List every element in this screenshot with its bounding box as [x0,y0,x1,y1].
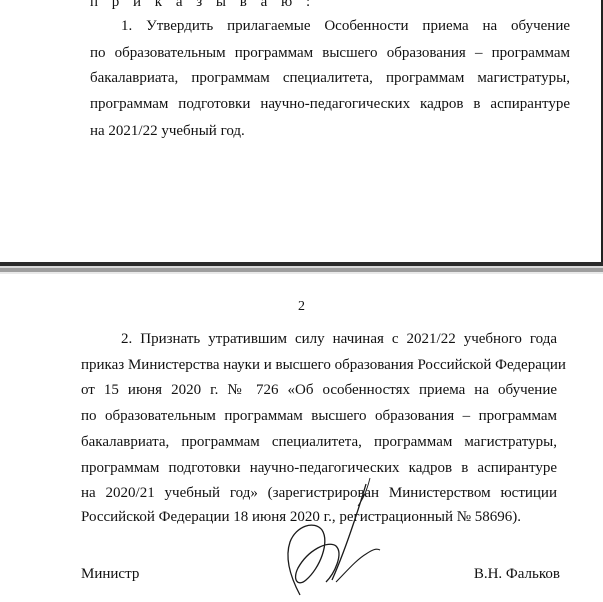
item-1-line-4: программам подготовки научно-педагогических кадров в аспирантуре [90,96,570,112]
signatory-name: В.Н. Фальков [473,566,560,582]
order-heading: п р и к а з ы в а ю : [90,0,316,10]
document-page-2 [0,274,603,602]
page-separator [0,262,603,274]
item-2-line-8: Российской Федерации 18 июня 2020 г., регистрационный № 58696). [81,509,522,525]
item-2-line-5: бакалавриата, программам специалитета, программам магистратуры, [81,434,557,450]
item-1-line-3: бакалавриата, программам специалитета, программам магистратуры, [90,70,570,86]
item-1-line-1: 1. Утвердить прилагаемые Особенности приема на обучение [121,18,570,34]
item-2-line-4: по образовательным программам высшего образования – программам [81,408,557,424]
item-2-line-7: на 2020/21 учебный год» (зарегистрирован Министерством юстиции [81,485,557,501]
item-2-line-1: 2. Признать утратившим силу начиная с 2021/22 учебного года [121,331,557,347]
document-page-1 [0,0,603,262]
signature [262,470,392,600]
page-number: 2 [298,299,305,314]
item-2-line-6: программам подготовки научно-педагогических кадров в аспирантуре [81,460,557,476]
item-1-line-5: на 2021/22 учебный год. [90,123,245,139]
item-2-line-3: от 15 июня 2020 г. № 726 «Об особенностях приема на обучение [81,382,557,398]
signatory-title: Министр [81,566,140,582]
item-1-line-2: по образовательным программам высшего образования – программам [90,45,570,61]
item-2-line-2: приказ Министерства науки и высшего образования Российской Федерации [81,357,566,373]
